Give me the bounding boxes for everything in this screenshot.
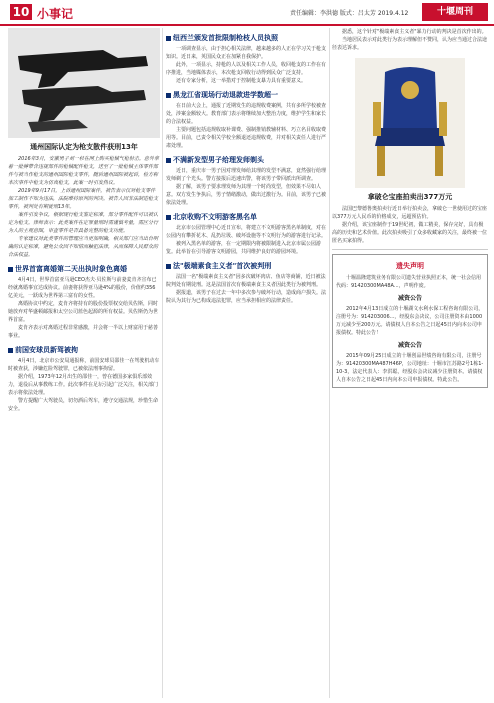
throne-photo <box>355 58 465 188</box>
editor-meta: 责任编辑：李洪德 版式：吕太芳 2019.4.12 <box>290 10 409 17</box>
body-paragraph: 警方提醒广大驾驶员，切勿酒后驾车，遵守交通法规，珍惜生命安全。 <box>8 398 159 412</box>
body-paragraph: 4月4日，世界首富亚马逊CEO杰夫·贝佐斯与前妻麦肯齐宣布已经就离婚事宜达成协议。前妻将获得亚马逊4%的股份，价值约356亿美元，一跃成为世界第三富有的女性。 <box>8 277 157 299</box>
article-headline: 法"极端素食主义者"首次被判刑 <box>166 261 326 271</box>
body-paragraph: 据报道，该男子在过去一年中多次参与破坏行动，造成商户损失。法院认为其行为已构成违法犯罪，应当承担相应的法律责任。 <box>166 290 326 304</box>
article-headline: 世界首富离婚第二天出执时象色离婚 <box>8 264 160 274</box>
body-paragraph: 当地居民表示对此类行为表示理解但不赞同，认为应当通过合法途径表达诉求。 <box>332 37 488 51</box>
headline-square-icon <box>166 93 171 98</box>
page-number: 10 <box>10 4 32 20</box>
section-divider <box>332 249 488 250</box>
throne-illustration <box>355 58 465 188</box>
headline-square-icon <box>166 215 171 220</box>
body-paragraph: 此外，一项显示，持枪的人以及相关工作人员，收回枪支的工作在有序推进，当地媒体表示，本次枪支回收行动得到民众广泛支持。 <box>166 62 326 76</box>
notice-body: 十堰温隆建筑业务有限公司遗失营业执照正本，统一社会信用代码：91420300MA48A...，声明作废。 <box>336 275 482 289</box>
body-paragraph: 专家建议对此类零件的管理应当更加明确，相关部门应当出台明确的认定标准，避免公众因不知情而触犯法律，从而保障人民群众的合法权益。 <box>8 236 159 258</box>
headline-square-icon <box>166 264 171 269</box>
article-headline: 不满新发型男子给理发师剃头 <box>166 155 326 165</box>
gun-parts-illustration <box>8 28 160 138</box>
headline-square-icon <box>8 348 13 353</box>
headline-square-icon <box>8 267 13 272</box>
body-paragraph: 主要问题包括违规收取补课费、强制推销教辅材料、巧立名目收取费用等。目前，已责令相关学校全额退还违规收费，并对相关责任人进行严肃处理。 <box>166 127 326 149</box>
photo-caption: 拿破仑宝座拍卖出377万元 <box>367 193 453 201</box>
body-paragraph: 在日前大会上，通报了近期发生的违规收费案例，共有多所学校被查处，涉案金额较大。教育部门表示将继续加大整治力度，维护学生和家长的合法权益。 <box>166 103 326 125</box>
body-paragraph: 案件引发争议，根据现行枪支鉴定标准，部分零件配件可以被认定为枪支。律师表示：此类案件在定罪量刑时需谨慎考量，需区分行为人的主观意图，审查零件是否具备完整的枪支功能。 <box>8 212 159 234</box>
column-1 <box>8 28 160 698</box>
headline-square-icon <box>166 158 171 163</box>
body-paragraph: 2016年3月，安徽男子刘一杉在网上购买枪械气枪射击。意外拿着一批搏带含违规部件的枪械配件枪支，送至了一批枪械主体零件部件与被当作枪支的通州国际枪支零件，随后通州国际被起诉，检方称本次事件中枪支为仿真枪支，此案一时引发热议。 <box>8 156 159 186</box>
body-paragraph: 法国巴黎德鲁奥拍卖行近日举行拍卖会，拿破仑一世使用过的宝座以377万元人民币的价格成交，远超预估价。 <box>332 206 488 220</box>
gun-parts-photo <box>8 28 160 138</box>
article-headline: 北京收购不文明游客黑名单 <box>166 212 326 222</box>
section-title: 小事记 <box>37 7 74 21</box>
body-paragraph: 离婚协议中约定，麦肯齐将持有的股份投票权交给贝佐斯，同时她放弃对华盛顿邮报和太空公司蓝色起源的所有权益。贝佐斯仍为世界首富。 <box>8 301 159 323</box>
body-paragraph: 2019年9月17日，上诉通州国际案件，被告表示仅对枪支零件加工制作不知为违法，法院维持原判的判决。被告人因非法制造枪支零件，被判处有期徒刑13年。 <box>8 188 159 210</box>
body-paragraph: 近日，重庆市一男子因对理发师给其理的发型不满意，竟然强行给理发师剃了个光头。警方接报后迅速出警，将该男子带回派出所调查。 <box>166 168 326 182</box>
article-headline: 黑龙江省现场行动退款进学数超一 <box>166 90 326 100</box>
notice-body: 2015年09月25日成立的十堰创品世绩咨询有限公司，注册号为：91420300MA487H46P，公司地址：十堰市江苏路2号1栋1-10-3，法定代表人：李洪聪，经股东会决议减少注册资本。请债权人自本公告之日起45日内向本公司申报债权。特此公告。 <box>336 353 484 383</box>
notice-title: 减资公告 <box>397 295 422 302</box>
body-paragraph: 还有专家分析，这一举措对于控制枪支暴力具有重要意义。 <box>176 78 307 84</box>
column-divider <box>162 28 163 698</box>
notice-title: 减资公告 <box>397 342 422 349</box>
article-headline: 纽西兰颁发首批限制枪枝人员执照 <box>166 33 326 43</box>
column-divider <box>329 28 330 698</box>
page-header <box>0 0 494 26</box>
body-paragraph: 4月4日，北京市公安局通报称，前国安球员邵佳一在驾驶机动车时被查获，涉嫌危险驾驶罪，已被依法刑事拘留。 <box>8 358 160 372</box>
body-paragraph: 据介绍，该宝座制作于19世纪初，做工精美，保存完好，具有极高的历史和艺术价值。此次拍卖吸引了众多收藏家的关注，最终被一位匿名买家拍得。 <box>332 222 488 244</box>
body-paragraph: 麦肯齐表示对离婚过程非常感激，并会将一半以上财富用于慈善事业。 <box>8 325 159 339</box>
body-paragraph: 据介绍，1973年12月出生的邵佳一，曾在德国多家俱乐部效力，退役后从事教练工作。此次事件在足坛引起广泛关注，相关部门表示将依法处理。 <box>8 374 159 396</box>
body-paragraph: 北京市公园管理中心近日宣布，将建立不文明游客黑名单制度，对在公园内有攀折花木、乱扔垃圾、破坏设施等不文明行为的游客进行记录。 <box>166 225 326 239</box>
headline-square-icon <box>166 36 171 41</box>
body-paragraph: 法国一名"极端素食主义者"因多次破坏肉店、鱼店等商铺，近日被法院判处有期徒刑。这是法国首次有极端素食主义者因此类行为被判刑。 <box>166 274 326 288</box>
column-2 <box>166 28 326 698</box>
body-paragraph: 一项调查显示，由于担心相关法律，越来越多的人正在学习关于枪支知识。近日来，英国民众正在加紧自我保护。 <box>166 46 326 60</box>
notice-title: 遗失声明 <box>396 262 424 270</box>
notice-body: 2012年4月13日成立的十堰湖文水利水保工程咨询有限公司，注册号为：914203006...，经股东会决议，公司注册资本由1000万元减少至200万元。请债权人自本公告之日起45日内向本公司申报债权。特此公告！ <box>336 306 484 336</box>
notice-box <box>332 254 488 388</box>
article-headline: 前国安球员新驾被拘 <box>8 345 160 355</box>
masthead-logo: 十堰周刊 <box>422 3 488 21</box>
body-paragraph: 据悉，这个针对"极端素食主义者"暴力行动的判决是首次作出的。 <box>342 29 487 35</box>
photo-caption: 通州国际认定为枪支散件获刑13年 <box>30 143 138 151</box>
body-paragraph: 被列入黑名单的游客，在一定期限内将被限制进入北京市属公园游览。此举旨在引导游客文明游园，共同维护良好的游园环境。 <box>166 241 322 255</box>
body-paragraph: 据了解，该男子要求理发师为其理一个时尚发型，但效果不尽如人意。双方发生争执后，男子情绪激动，做出过激行为。目前，该男子已被依法处理。 <box>166 184 326 206</box>
column-3 <box>332 28 488 698</box>
